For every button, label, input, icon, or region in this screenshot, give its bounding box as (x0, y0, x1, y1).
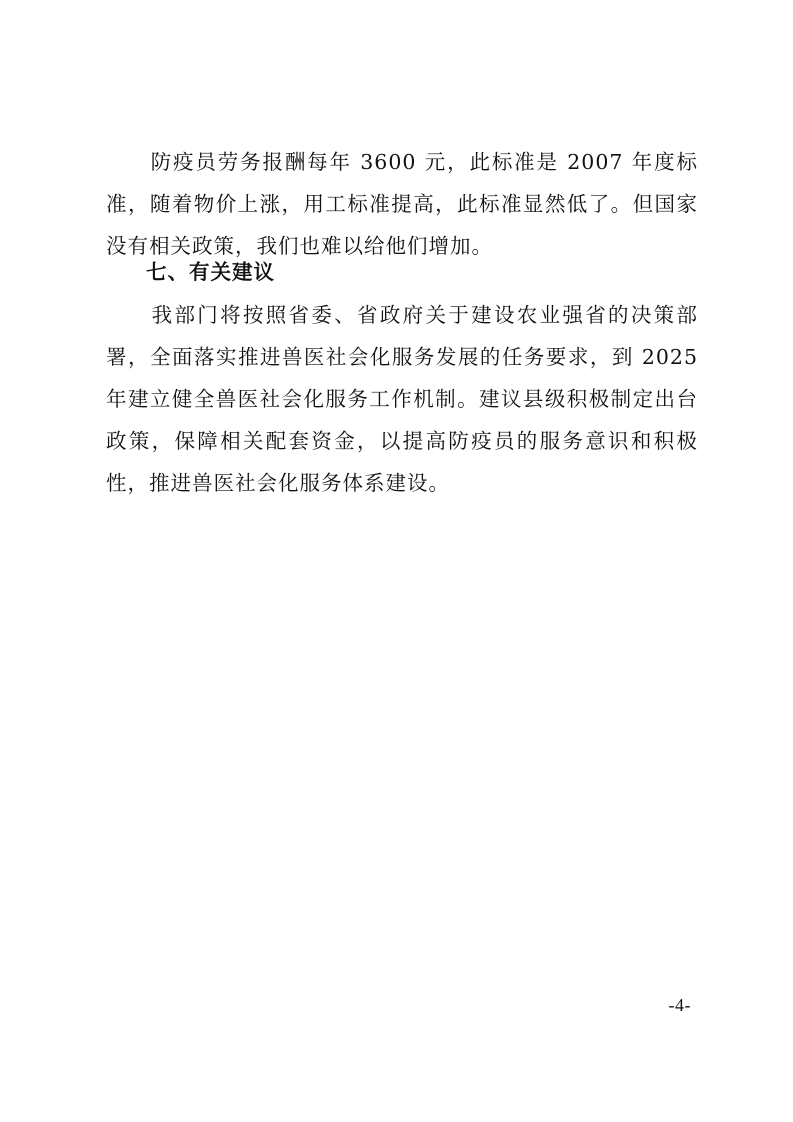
paragraph-recommendations: 我部门将按照省委、省政府关于建设农业强省的决策部署，全面落实推进兽医社会化服务发展的任务要求，到 2025 年建立健全兽医社会化服务工作机制。建议县级积极制定出台政策，保障相关配套资金，以提高防疫员的服务意识和积极性，推进兽医社会化服务体系建设。 (106, 303, 698, 495)
paragraph-compensation: 防疫员劳务报酬每年 3600 元，此标准是 2007 年度标准，随着物价上涨，用工标准提高，此标准显然低了。但国家没有相关政策，我们也难以给他们增加。 (106, 150, 698, 258)
page-number: -4- (668, 995, 691, 1015)
section-heading: 七、有关建议 (146, 260, 275, 284)
